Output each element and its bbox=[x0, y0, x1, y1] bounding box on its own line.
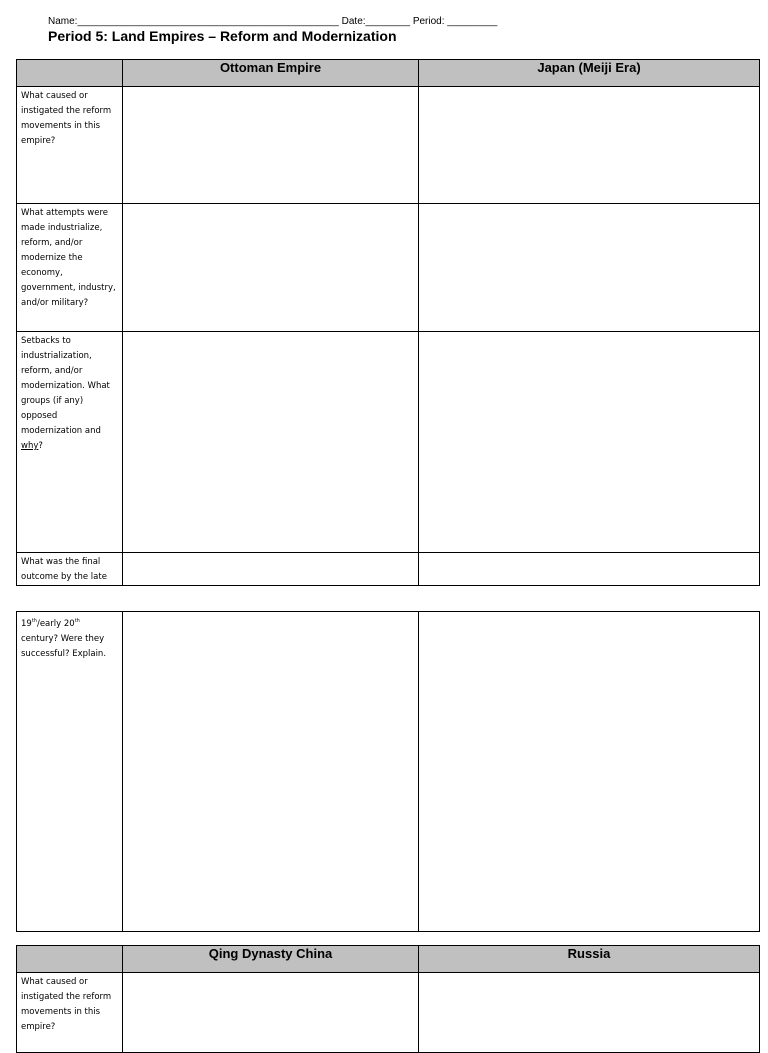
comparison-table-continuation bbox=[16, 611, 760, 932]
answer-cell-ottoman-outcome[interactable] bbox=[123, 553, 419, 586]
header-qing-dynasty: Qing Dynasty China bbox=[123, 946, 419, 973]
question-causes: What caused or instigated the reform movements in this empire? bbox=[21, 977, 112, 1032]
q-part: 19 bbox=[21, 619, 32, 629]
answer-cell-japan-causes[interactable] bbox=[419, 87, 760, 204]
header-japan-meiji: Japan (Meiji Era) bbox=[419, 60, 760, 87]
table-row bbox=[17, 204, 760, 332]
table-row bbox=[17, 332, 760, 553]
header-ottoman-empire: Ottoman Empire bbox=[123, 60, 419, 87]
table-header-row bbox=[17, 60, 760, 87]
answer-cell-ottoman-setbacks[interactable] bbox=[123, 332, 419, 553]
table-row bbox=[17, 553, 760, 586]
answer-cell-japan-setbacks[interactable] bbox=[419, 332, 760, 553]
question-cell bbox=[17, 612, 123, 932]
page-title: Period 5: Land Empires – Reform and Modernization bbox=[48, 28, 397, 44]
question-setbacks-end: ? bbox=[38, 441, 43, 451]
q-part: century? Were they successful? Explain. bbox=[21, 634, 107, 659]
student-info-line bbox=[48, 16, 608, 27]
q-sup: th bbox=[31, 618, 37, 624]
question-outcome-continued bbox=[17, 612, 122, 662]
answer-cell-russia-causes[interactable] bbox=[419, 973, 760, 1053]
question-cell bbox=[17, 553, 123, 586]
table-header-row bbox=[17, 946, 760, 973]
question-causes: What caused or instigated the reform movements in this empire? bbox=[21, 91, 112, 146]
question-setbacks-text: Setbacks to industrialization, reform, and/or modernization. What groups (if any) opposed modernization and bbox=[21, 336, 110, 436]
answer-cell-japan-attempts[interactable] bbox=[419, 204, 760, 332]
table-row bbox=[17, 612, 760, 932]
name-label: Name: bbox=[48, 16, 78, 27]
header-russia: Russia bbox=[419, 946, 760, 973]
question-cell bbox=[17, 87, 123, 204]
answer-cell-japan-outcome-continued[interactable] bbox=[419, 612, 760, 932]
comparison-table-qing-russia bbox=[16, 945, 760, 1053]
name-blank[interactable]: _______________________________________________ bbox=[77, 16, 339, 27]
question-cell bbox=[17, 973, 123, 1053]
question-setbacks bbox=[17, 332, 122, 454]
question-attempts: What attempts were made industrialize, reform, and/or modernize the economy, government, industry, and/or military? bbox=[21, 208, 116, 308]
question-setbacks-why: why bbox=[21, 441, 39, 451]
period-blank[interactable]: _________ bbox=[447, 16, 498, 27]
period-label: Period: bbox=[412, 16, 445, 27]
answer-cell-japan-outcome[interactable] bbox=[419, 553, 760, 586]
table-row bbox=[17, 87, 760, 204]
answer-cell-ottoman-outcome-continued[interactable] bbox=[123, 612, 419, 932]
answer-cell-ottoman-causes[interactable] bbox=[123, 87, 419, 204]
date-blank[interactable]: ________ bbox=[365, 16, 411, 27]
answer-cell-qing-causes[interactable] bbox=[123, 973, 419, 1053]
question-cell bbox=[17, 204, 123, 332]
date-label: Date: bbox=[341, 16, 366, 27]
blank-header-cell bbox=[17, 946, 123, 973]
table-row bbox=[17, 973, 760, 1053]
q-sup: th bbox=[74, 618, 80, 624]
question-outcome: What was the final outcome by the late bbox=[21, 557, 107, 582]
answer-cell-ottoman-attempts[interactable] bbox=[123, 204, 419, 332]
question-cell bbox=[17, 332, 123, 553]
blank-header-cell bbox=[17, 60, 123, 87]
q-part: /early 20 bbox=[36, 619, 75, 629]
comparison-table-ottoman-japan bbox=[16, 59, 760, 586]
